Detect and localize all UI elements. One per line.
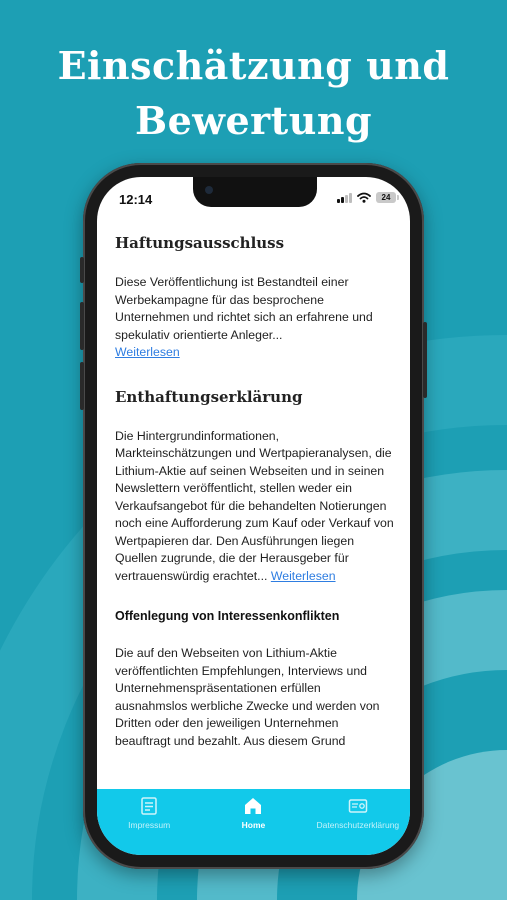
page-headline [0,38,507,148]
section-title-haftungsausschluss: Haftungsausschluss [115,234,285,252]
headline-line-2: Bewertung [134,98,373,143]
list-document-icon [139,796,159,816]
signal-icon [337,193,352,203]
wifi-icon [357,192,371,203]
phone-volume-up [80,302,84,350]
read-more-link-2[interactable]: Weiterlesen [270,568,336,583]
tab-impressum[interactable] [97,789,201,855]
section-text-enthaftungserklaerung [115,428,395,586]
headline-line-1: Einschätzung und [57,43,450,88]
status-time: 12:14 [119,192,153,207]
section-text-interessenkonflikte: Die auf den Webseiten von Lithium-Aktie veröffentlichten Empfehlungen, Interviews und Unternehmenspräsentationen erfüllen ausnahmslos werbliche Zwecke und werden von Dritten oder den jeweiligen Unternehmen beauftragt und bezahlt. Aus diesem Grund [115,646,380,748]
read-more-link-1[interactable]: Weiterlesen [115,345,180,359]
home-icon [243,796,263,816]
bottom-tab-bar [97,789,410,855]
phone-screen [97,177,410,855]
id-card-icon [348,796,368,816]
tab-home[interactable] [201,789,305,855]
notch [193,177,317,207]
phone-side-button [80,257,84,283]
battery-icon: 24 [376,192,396,203]
tab-label-impressum: Impressum [128,820,171,830]
section-text-haftungsausschluss [115,274,395,362]
status-icons [337,192,396,203]
section-title-enthaftungserklaerung: Enthaftungserklärung [115,387,303,406]
camera-icon [205,186,213,194]
tab-label-home: Home [241,820,266,830]
section-body: Diese Veröffentlichung ist Bestandteil einer Werbekampagne für das besprochene Unternehmen und richtet sich an erfahrene und spekulativ orientierte Anleger... [115,275,373,342]
phone-volume-down [80,362,84,410]
phone-power-button [423,322,427,398]
tab-datenschutzerklaerung[interactable] [306,789,410,855]
section-title-interessenkonflikte: Offenlegung von Interessenkonflikten [115,609,340,623]
disclaimer-content[interactable] [115,223,395,750]
section-body: Die Hintergrundinformationen, Markteinschätzungen und Wertpapieranalysen, die Lithium-Aktie auf seinen Webseiten und in seinen Newslettern veröffentlicht, stellen weder ein Verkaufsangebot für die behandelten Notierungen noch eine Aufforderung zum Kauf oder Verkauf von Wertpapieren dar. Den Ausführungen liegen Quellen zugrunde, die der Herausgeber für vertrauenswürdig erachtet... [115,428,394,583]
tab-label-datenschutzerklaerung: Datenschutzerklärung [316,820,400,830]
